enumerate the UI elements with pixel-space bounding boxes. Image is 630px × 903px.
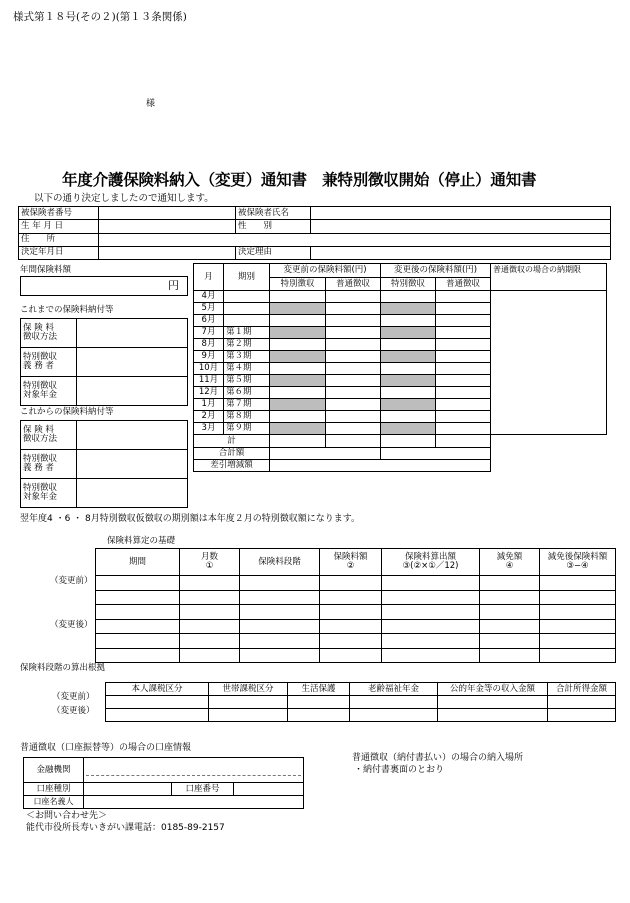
basis-cell — [240, 648, 320, 663]
basis-cell — [240, 576, 320, 591]
before-special-cell — [270, 387, 326, 399]
sex-value — [311, 220, 611, 233]
before-special-cell — [270, 423, 326, 435]
basis-cell — [382, 648, 480, 663]
account-number-label: 口座番号 — [172, 783, 234, 796]
empty-cell — [491, 460, 607, 472]
month-cell: 2月 — [194, 411, 224, 423]
insured-name-label: 被保険者氏名 — [236, 207, 311, 220]
grade-header: 老齢福祉年金 — [350, 683, 438, 696]
future-method-value — [77, 421, 188, 450]
before-ordinary-cell — [326, 303, 381, 315]
grade-cell — [106, 696, 209, 709]
grade-after-label: （変更後） — [52, 706, 95, 716]
grade-header: 本人課税区分 — [106, 683, 209, 696]
intro-text: 以下の通り決定しましたので通知します。 — [34, 193, 214, 204]
sex-label: 性 別 — [236, 220, 311, 233]
before-special-cell — [270, 291, 326, 303]
after-special-cell — [381, 399, 436, 411]
institution-value — [84, 758, 304, 783]
before-ordinary-cell — [326, 363, 381, 375]
total-cell — [326, 435, 381, 448]
grade-table — [105, 682, 616, 722]
past-obligor-label: 特別徴収 義 務 者 — [21, 348, 77, 377]
future-payment-label: これからの保険料納付等 — [20, 407, 114, 417]
basis-cell — [320, 576, 382, 591]
basis-cell — [480, 590, 540, 605]
bank-title: 普通徴収（口座振替等）の場合の口座情報 — [20, 743, 192, 753]
before-special-cell — [270, 303, 326, 315]
difference-label: 差引増減額 — [194, 460, 270, 472]
pay-place-title: 普通徴収（納付書払い）の場合の納入場所 — [352, 753, 524, 763]
account-type-label: 口座種別 — [24, 783, 84, 796]
basis-cell — [540, 619, 616, 634]
empty-cell — [491, 448, 607, 460]
before-ordinary-cell — [326, 339, 381, 351]
basis-before-label: （変更前） — [50, 576, 93, 586]
before-ordinary-header: 普通徴収 — [326, 278, 381, 291]
past-method-value — [77, 319, 188, 348]
empty-cell — [491, 435, 607, 448]
decision-reason-label: 決定理由 — [236, 246, 311, 259]
period-cell: 第４期 — [224, 363, 270, 375]
after-ordinary-cell — [436, 291, 491, 303]
institution-label: 金融機関 — [24, 758, 84, 783]
before-ordinary-cell — [326, 351, 381, 363]
decision-date-value — [99, 246, 236, 259]
total-cell — [270, 435, 326, 448]
grade-cell — [548, 696, 616, 709]
after-special-header: 特別徴収 — [381, 278, 436, 291]
grade-cell — [106, 709, 209, 722]
holder-value — [84, 796, 304, 809]
month-cell: 12月 — [194, 387, 224, 399]
future-pension-label: 特別徴収 対象年金 — [21, 479, 77, 508]
month-cell: 9月 — [194, 351, 224, 363]
basis-cell — [180, 648, 240, 663]
form-number: 様式第１８号(その２)(第１３条関係) — [13, 11, 187, 23]
basis-header: 期間 — [96, 549, 180, 576]
after-header: 変更後の保険料額(円) — [381, 264, 491, 278]
before-ordinary-cell — [326, 291, 381, 303]
insured-number-value — [99, 207, 236, 220]
before-ordinary-cell — [326, 423, 381, 435]
month-cell: 1月 — [194, 399, 224, 411]
basis-header: 減免額 ④ — [480, 549, 540, 576]
basis-cell — [320, 619, 382, 634]
period-cell: 第５期 — [224, 375, 270, 387]
after-special-cell — [381, 375, 436, 387]
month-cell: 8月 — [194, 339, 224, 351]
grade-cell — [209, 709, 288, 722]
grade-cell — [438, 709, 548, 722]
grand-total-after — [381, 448, 491, 460]
period-cell: 第２期 — [224, 339, 270, 351]
month-cell: 10月 — [194, 363, 224, 375]
before-header: 変更前の保険料額(円) — [270, 264, 381, 278]
insured-name-value — [311, 207, 611, 220]
month-header: 月 — [194, 264, 224, 291]
grade-cell — [288, 696, 350, 709]
decision-date-label: 決定年月日 — [19, 246, 99, 259]
basis-header: 保険料段階 — [240, 549, 320, 576]
basis-cell — [382, 634, 480, 649]
grade-cell — [209, 696, 288, 709]
basis-table — [95, 548, 616, 663]
contact-detail: 能代市役所長寿いきがい課電話：0185-89-2157 — [26, 823, 225, 833]
after-special-cell — [381, 339, 436, 351]
basis-cell — [480, 605, 540, 620]
basis-cell — [240, 605, 320, 620]
past-method-label: 保 険 料 徴収方法 — [21, 319, 77, 348]
basis-cell — [540, 576, 616, 591]
after-ordinary-cell — [436, 423, 491, 435]
basis-cell — [480, 648, 540, 663]
period-header: 期別 — [224, 264, 270, 291]
grand-total-label: 合計額 — [194, 448, 270, 460]
basis-cell — [96, 590, 180, 605]
basis-cell — [96, 605, 180, 620]
basis-header: 保険料算出額 ③(②×①／12) — [382, 549, 480, 576]
basis-cell — [180, 619, 240, 634]
after-special-cell — [381, 303, 436, 315]
grade-cell — [350, 709, 438, 722]
basis-cell — [180, 576, 240, 591]
after-ordinary-cell — [436, 339, 491, 351]
basis-cell — [382, 590, 480, 605]
grade-header: 合計所得金額 — [548, 683, 616, 696]
grade-cell — [548, 709, 616, 722]
basis-cell — [320, 648, 382, 663]
after-special-cell — [381, 363, 436, 375]
basis-cell — [240, 619, 320, 634]
basis-cell — [180, 590, 240, 605]
before-ordinary-cell — [326, 387, 381, 399]
before-special-cell — [270, 339, 326, 351]
contact-title: ＜お問い合わせ先＞ — [26, 811, 108, 821]
after-ordinary-cell — [436, 327, 491, 339]
period-cell — [224, 291, 270, 303]
before-ordinary-cell — [326, 315, 381, 327]
month-cell: 7月 — [194, 327, 224, 339]
before-special-cell — [270, 327, 326, 339]
period-cell: 第３期 — [224, 351, 270, 363]
after-ordinary-cell — [436, 363, 491, 375]
total-cell — [381, 435, 436, 448]
basis-cell — [382, 619, 480, 634]
basis-cell — [382, 576, 480, 591]
period-cell: 第１期 — [224, 327, 270, 339]
before-special-cell — [270, 351, 326, 363]
future-method-label: 保 険 料 徴収方法 — [21, 421, 77, 450]
period-cell: 第６期 — [224, 387, 270, 399]
annual-premium-box — [20, 276, 188, 296]
after-ordinary-cell — [436, 411, 491, 423]
deadline-cell — [491, 291, 607, 435]
grade-header: 公的年金等の収入金額 — [438, 683, 548, 696]
after-special-cell — [381, 423, 436, 435]
basis-cell — [320, 634, 382, 649]
before-ordinary-cell — [326, 327, 381, 339]
before-special-cell — [270, 411, 326, 423]
basis-cell — [382, 605, 480, 620]
before-special-header: 特別徴収 — [270, 278, 326, 291]
yen-unit: 円 — [168, 279, 179, 292]
before-ordinary-cell — [326, 411, 381, 423]
past-pension-value — [77, 377, 188, 406]
basis-cell — [480, 619, 540, 634]
after-special-cell — [381, 351, 436, 363]
decision-reason-value — [311, 246, 611, 259]
difference-value — [270, 460, 491, 472]
basis-cell — [240, 634, 320, 649]
insured-info-table — [18, 206, 611, 260]
basis-cell — [180, 634, 240, 649]
basis-cell — [320, 605, 382, 620]
annual-premium-label: 年間保険料額 — [20, 265, 72, 275]
period-cell: 第８期 — [224, 411, 270, 423]
grand-total-before — [270, 448, 381, 460]
addressee-suffix: 様 — [146, 99, 156, 109]
after-ordinary-cell — [436, 351, 491, 363]
address-label: 住 所 — [19, 233, 99, 246]
after-special-cell — [381, 411, 436, 423]
future-obligor-label: 特別徴収 義 務 者 — [21, 450, 77, 479]
page-title: 年度介護保険料納入（変更）通知書 兼特別徴収開始（停止）通知書 — [62, 171, 537, 189]
after-ordinary-header: 普通徴収 — [436, 278, 491, 291]
insured-number-label: 被保険者番号 — [19, 207, 99, 220]
basis-cell — [540, 590, 616, 605]
grade-cell — [288, 709, 350, 722]
past-obligor-value — [77, 348, 188, 377]
basis-cell — [540, 605, 616, 620]
after-special-cell — [381, 315, 436, 327]
deadline-header: 普通徴収の場合の納期限 — [491, 264, 607, 291]
after-ordinary-cell — [436, 387, 491, 399]
basis-header: 減免後保険料額 ③−④ — [540, 549, 616, 576]
basis-header: 保険料額 ② — [320, 549, 382, 576]
after-ordinary-cell — [436, 303, 491, 315]
future-payment-table — [20, 420, 188, 508]
grade-header: 生活保護 — [288, 683, 350, 696]
basis-cell — [320, 590, 382, 605]
account-type-value — [84, 783, 172, 796]
note-text: 翌年度4 ・6 ・ 8月特別徴収仮徴収の期別額は本年度２月の特別徴収額になります。 — [20, 514, 361, 524]
grade-title: 保険料段階の算出根拠 — [20, 663, 106, 673]
basis-after-label: （変更後） — [50, 620, 93, 630]
schedule-table — [193, 263, 607, 472]
period-cell — [224, 315, 270, 327]
before-special-cell — [270, 315, 326, 327]
basis-cell — [96, 619, 180, 634]
before-special-cell — [270, 363, 326, 375]
account-number-value — [234, 783, 304, 796]
after-special-cell — [381, 387, 436, 399]
month-cell: 6月 — [194, 315, 224, 327]
after-ordinary-cell — [436, 315, 491, 327]
before-ordinary-cell — [326, 399, 381, 411]
grade-header: 世帯課税区分 — [209, 683, 288, 696]
address-value — [99, 233, 611, 246]
period-cell: 第９期 — [224, 423, 270, 435]
before-ordinary-cell — [326, 375, 381, 387]
birth-date-label: 生 年 月 日 — [19, 220, 99, 233]
month-cell: 4月 — [194, 291, 224, 303]
period-cell — [224, 303, 270, 315]
before-special-cell — [270, 375, 326, 387]
basis-cell — [180, 605, 240, 620]
after-special-cell — [381, 291, 436, 303]
total-cell — [436, 435, 491, 448]
basis-cell — [540, 634, 616, 649]
basis-cell — [480, 634, 540, 649]
past-payment-table — [20, 318, 188, 406]
basis-cell — [96, 648, 180, 663]
month-cell: 11月 — [194, 375, 224, 387]
bank-table — [23, 757, 304, 809]
future-pension-value — [77, 479, 188, 508]
period-cell: 第７期 — [224, 399, 270, 411]
holder-label: 口座名義人 — [24, 796, 84, 809]
grade-cell — [350, 696, 438, 709]
past-pension-label: 特別徴収 対象年金 — [21, 377, 77, 406]
month-cell: 3月 — [194, 423, 224, 435]
after-special-cell — [381, 327, 436, 339]
pay-place-detail: ・納付書裏面のとおり — [354, 765, 445, 775]
basis-cell — [96, 576, 180, 591]
basis-cell — [540, 648, 616, 663]
basis-header: 月数 ① — [180, 549, 240, 576]
past-payment-label: これまでの保険料納付等 — [20, 305, 114, 315]
month-cell: 5月 — [194, 303, 224, 315]
basis-cell — [480, 576, 540, 591]
basis-title: 保険料算定の基礎 — [107, 536, 176, 546]
grade-before-label: （変更前） — [52, 692, 95, 702]
after-ordinary-cell — [436, 375, 491, 387]
grade-cell — [438, 696, 548, 709]
basis-cell — [96, 634, 180, 649]
after-ordinary-cell — [436, 399, 491, 411]
total-label: 計 — [194, 435, 270, 448]
basis-cell — [240, 590, 320, 605]
birth-date-value — [99, 220, 236, 233]
before-special-cell — [270, 399, 326, 411]
future-obligor-value — [77, 450, 188, 479]
